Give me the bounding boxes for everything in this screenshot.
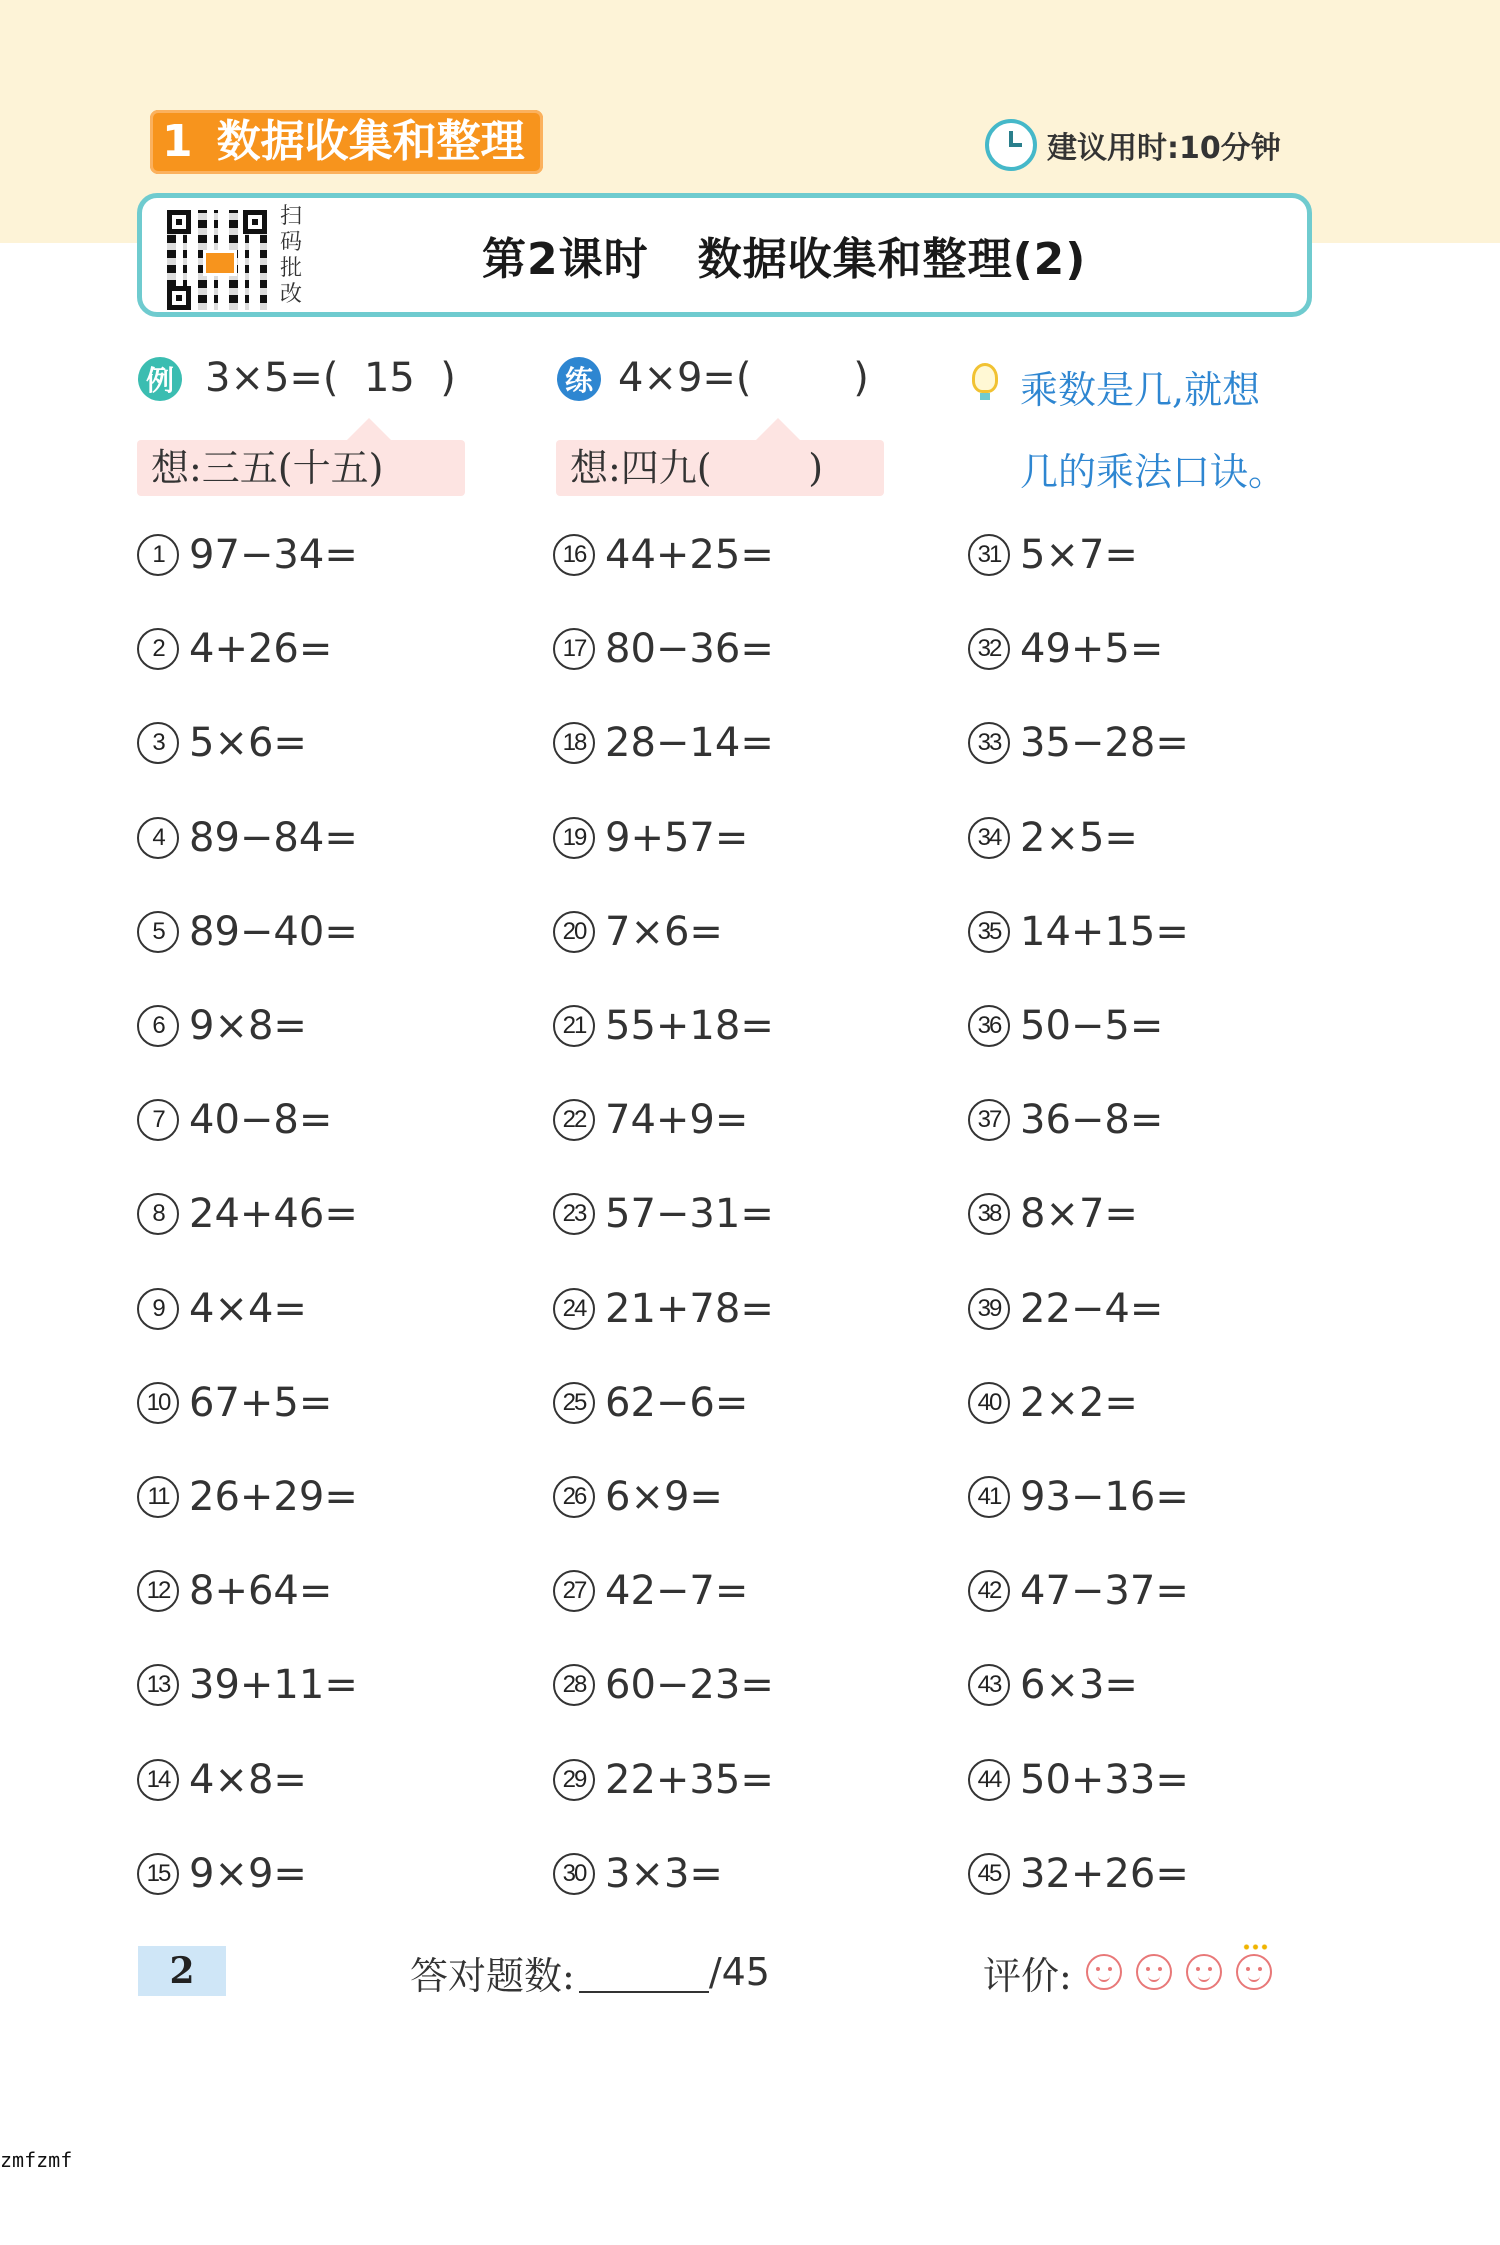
problem-expression: 49+5= [1020, 626, 1164, 673]
problem-number: 25 [553, 1382, 595, 1424]
eval-label: 评价: [983, 1953, 1072, 1998]
problem-expression: 50+33= [1020, 1756, 1189, 1803]
problem-number: 35 [968, 911, 1010, 953]
problem-item[interactable] [553, 1561, 748, 1621]
problem-item[interactable] [137, 1090, 332, 1150]
problem-number: 20 [553, 911, 595, 953]
problem-expression: 47−37= [1020, 1568, 1189, 1615]
problem-item[interactable] [553, 1279, 774, 1339]
problem-expression: 80−36= [605, 626, 774, 673]
problem-expression: 6×3= [1020, 1662, 1138, 1709]
problem-expression: 74+9= [605, 1097, 749, 1144]
problem-expression: 3×3= [605, 1850, 723, 1897]
unit-number: 1 [162, 116, 193, 167]
problem-item[interactable] [968, 713, 1189, 773]
problem-number: 1 [137, 534, 179, 576]
problem-expression: 67+5= [189, 1379, 333, 1426]
problem-expression: 57−31= [605, 1191, 774, 1238]
problem-expression: 93−16= [1020, 1474, 1189, 1520]
problem-item[interactable] [968, 1373, 1138, 1433]
problem-item[interactable] [553, 1373, 748, 1433]
problem-expression: 60−23= [605, 1662, 774, 1709]
problem-number: 19 [553, 817, 595, 859]
problem-number: 38 [968, 1193, 1010, 1235]
problem-item[interactable] [553, 1090, 748, 1150]
example-equation: 3×5=( 15 ) [205, 355, 456, 401]
problem-number: 34 [968, 817, 1010, 859]
problem-expression: 4×4= [189, 1285, 307, 1332]
lightbulb-icon [972, 363, 998, 393]
problem-item[interactable] [553, 1655, 774, 1715]
problem-item[interactable] [968, 1561, 1189, 1621]
problem-number: 31 [968, 534, 1010, 576]
tip-line-1: 乘数是几,就想 [1020, 368, 1261, 412]
score-blank[interactable] [579, 1951, 709, 1993]
problem-number: 42 [968, 1570, 1010, 1612]
problem-expression: 97−34= [189, 532, 358, 578]
problem-number: 11 [137, 1476, 179, 1518]
problem-number: 5 [137, 911, 179, 953]
problem-item[interactable] [553, 902, 723, 962]
problem-item[interactable] [968, 1467, 1189, 1527]
smile-face-icon[interactable] [1186, 1954, 1222, 1990]
problem-number: 29 [553, 1759, 595, 1801]
problem-number: 9 [137, 1288, 179, 1330]
problem-expression: 50−5= [1020, 1003, 1164, 1049]
problem-item[interactable] [553, 1750, 774, 1810]
problem-item[interactable] [968, 1090, 1163, 1150]
problem-expression: 35−28= [1020, 720, 1189, 767]
problem-number: 33 [968, 722, 1010, 764]
problem-expression: 24+46= [189, 1191, 358, 1238]
problem-number: 8 [137, 1193, 179, 1235]
problem-number: 32 [968, 628, 1010, 670]
practice-equation[interactable]: 4×9=( ) [618, 355, 869, 401]
problem-expression: 44+25= [605, 532, 774, 578]
lesson-title: 第2课时 数据收集和整理(2) [482, 234, 1087, 285]
problem-number: 44 [968, 1759, 1010, 1801]
example-badge: 例 [138, 357, 182, 401]
problem-number: 18 [553, 722, 595, 764]
problem-expression: 21+78= [605, 1285, 774, 1332]
problem-item[interactable] [968, 1279, 1163, 1339]
problem-expression: 6×9= [605, 1474, 723, 1520]
problem-number: 23 [553, 1193, 595, 1235]
problem-expression: 4×8= [189, 1756, 307, 1803]
problem-number: 16 [553, 534, 595, 576]
problem-number: 36 [968, 1005, 1010, 1047]
unit-badge [150, 110, 543, 174]
problem-item[interactable] [968, 1655, 1138, 1715]
problem-expression: 7×6= [605, 908, 723, 955]
problem-item[interactable] [137, 1844, 307, 1904]
practice-think-box[interactable]: 想:四九( ) [556, 440, 884, 496]
problem-item[interactable] [137, 1184, 358, 1244]
problem-number: 43 [968, 1664, 1010, 1706]
problem-number: 21 [553, 1005, 595, 1047]
problem-number: 4 [137, 817, 179, 859]
problem-number: 17 [553, 628, 595, 670]
problem-item[interactable] [137, 996, 307, 1056]
evaluation [983, 1942, 1272, 2002]
problem-item[interactable] [968, 996, 1163, 1056]
problem-number: 10 [137, 1382, 179, 1424]
problem-expression: 32+26= [1020, 1850, 1189, 1897]
alarm-clock-icon [985, 119, 1037, 171]
problem-expression: 55+18= [605, 1003, 774, 1049]
problem-expression: 89−40= [189, 908, 358, 955]
problem-item[interactable] [553, 808, 748, 868]
problem-item[interactable] [137, 525, 358, 585]
problem-item[interactable] [968, 619, 1163, 679]
problem-expression: 39+11= [189, 1662, 358, 1709]
problem-expression: 8×7= [1020, 1191, 1138, 1238]
problem-expression: 36−8= [1020, 1097, 1164, 1144]
problem-number: 27 [553, 1570, 595, 1612]
problem-number: 14 [137, 1759, 179, 1801]
problem-item[interactable] [553, 619, 774, 679]
star-face-icon[interactable] [1236, 1954, 1272, 1990]
qr-code-icon[interactable] [167, 210, 267, 310]
problem-number: 37 [968, 1099, 1010, 1141]
problem-item[interactable] [968, 808, 1138, 868]
problem-item[interactable] [137, 713, 307, 773]
problem-item[interactable] [553, 525, 774, 585]
problem-expression: 9×8= [189, 1003, 307, 1049]
smile-face-icon[interactable] [1136, 1954, 1172, 1990]
problem-item[interactable] [968, 1184, 1138, 1244]
unit-title: 数据收集和整理 [216, 116, 525, 167]
problem-expression: 14+15= [1020, 908, 1189, 955]
problem-number: 24 [553, 1288, 595, 1330]
problem-expression: 5×6= [189, 720, 307, 767]
problem-item[interactable] [137, 619, 332, 679]
problem-number: 15 [137, 1853, 179, 1895]
problem-item[interactable] [553, 1184, 774, 1244]
example-think-box: 想:三五(十五) [137, 440, 465, 496]
problem-expression: 28−14= [605, 720, 774, 767]
problem-number: 12 [137, 1570, 179, 1612]
problem-expression: 26+29= [189, 1474, 358, 1520]
problem-number: 40 [968, 1382, 1010, 1424]
problem-number: 3 [137, 722, 179, 764]
problem-number: 7 [137, 1099, 179, 1141]
problem-number: 41 [968, 1476, 1010, 1518]
scan-label: 扫 码 批 改 [279, 204, 302, 307]
problem-item[interactable] [553, 1844, 723, 1904]
lesson-banner [137, 193, 1312, 317]
problem-item[interactable] [137, 1467, 358, 1527]
practice-badge: 练 [557, 357, 601, 401]
page-number: 2 [138, 1946, 226, 1996]
problem-item[interactable] [968, 902, 1189, 962]
problem-expression: 22+35= [605, 1756, 774, 1803]
problem-item[interactable] [553, 1467, 723, 1527]
problem-number: 28 [553, 1664, 595, 1706]
problem-expression: 2×5= [1020, 814, 1138, 861]
problem-expression: 4+26= [189, 626, 333, 673]
score-label: 答对题数: [410, 1953, 575, 1998]
problem-number: 39 [968, 1288, 1010, 1330]
tip-line-2: 几的乘法口诀。 [1020, 450, 1287, 494]
problem-item[interactable] [553, 713, 774, 773]
problem-item[interactable] [553, 996, 774, 1056]
problem-item[interactable] [968, 1750, 1189, 1810]
problem-number: 30 [553, 1853, 595, 1895]
problem-expression: 42−7= [605, 1568, 749, 1615]
score-line [410, 1942, 770, 2002]
problem-item[interactable] [137, 1750, 307, 1810]
problem-number: 2 [137, 628, 179, 670]
problem-item[interactable] [968, 525, 1138, 585]
problem-number: 13 [137, 1664, 179, 1706]
problem-item[interactable] [137, 808, 358, 868]
problem-expression: 2×2= [1020, 1379, 1138, 1426]
problem-expression: 62−6= [605, 1379, 749, 1426]
problem-item[interactable] [137, 1561, 332, 1621]
problem-expression: 22−4= [1020, 1285, 1164, 1332]
problem-expression: 89−84= [189, 814, 358, 861]
watermark: zmfzmf [0, 2148, 73, 2172]
problem-expression: 8+64= [189, 1568, 333, 1615]
problem-item[interactable] [137, 1373, 332, 1433]
time-hint [985, 115, 1281, 175]
problem-number: 6 [137, 1005, 179, 1047]
problem-item[interactable] [137, 1655, 358, 1715]
problem-number: 45 [968, 1853, 1010, 1895]
time-hint-text: 建议用时:10分钟 [1047, 131, 1281, 166]
problem-number: 26 [553, 1476, 595, 1518]
problem-expression: 40−8= [189, 1097, 333, 1144]
problem-expression: 9+57= [605, 814, 749, 861]
problem-expression: 9×9= [189, 1850, 307, 1897]
problem-expression: 5×7= [1020, 532, 1138, 578]
problem-item[interactable] [137, 902, 358, 962]
smile-face-icon[interactable] [1086, 1954, 1122, 1990]
problem-number: 22 [553, 1099, 595, 1141]
score-total: /45 [708, 1950, 770, 1994]
problem-item[interactable] [137, 1279, 307, 1339]
problem-item[interactable] [968, 1844, 1189, 1904]
